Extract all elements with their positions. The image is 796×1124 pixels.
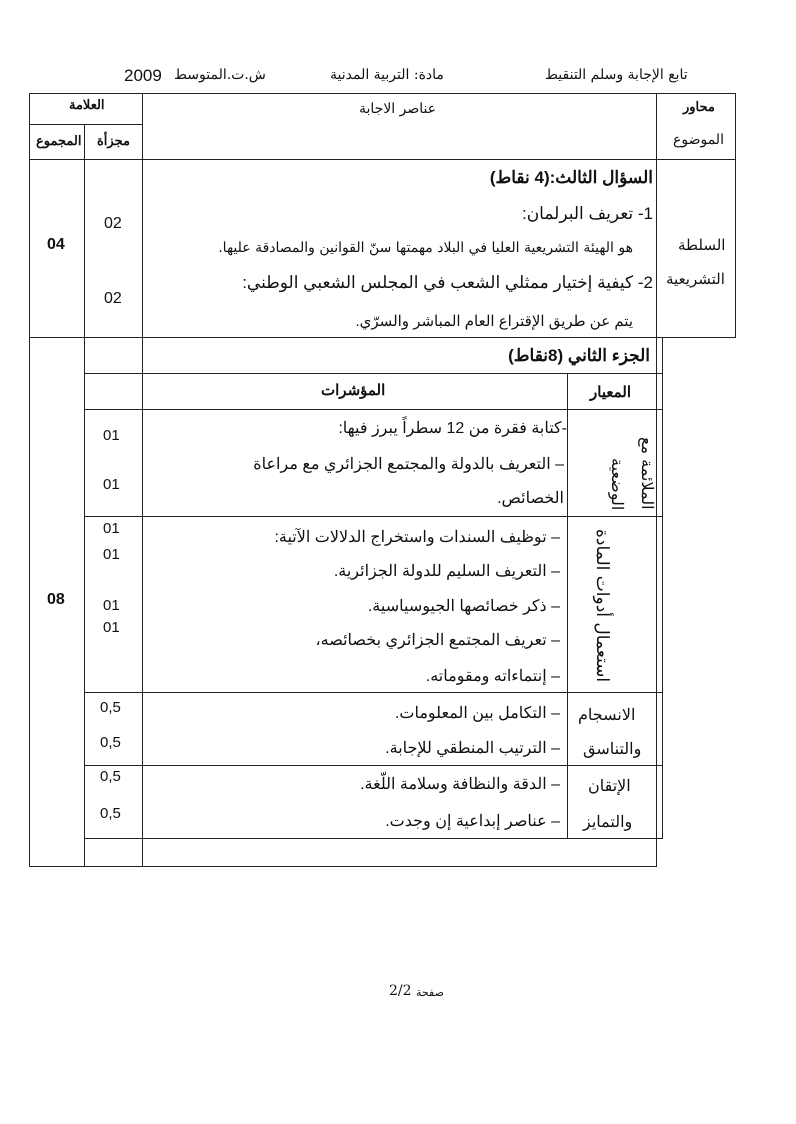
q2-score: 02: [104, 290, 122, 307]
total-header: المجموع: [36, 134, 82, 149]
header-level: ش.ت.المتوسط: [174, 67, 266, 83]
indicators-header: المؤشرات: [321, 382, 386, 399]
crit-right-border: [662, 337, 663, 838]
col-partial-divider: [142, 93, 143, 866]
criterion3-label-line1: الانسجام: [578, 705, 636, 724]
c2-line3: – ذكر خصائصها الجيوسياسية.: [367, 598, 560, 615]
c1-score2: 01: [103, 476, 120, 493]
header-title: تابع الإجابة وسلم التنقيط: [545, 67, 688, 83]
crit4-bottom: [84, 838, 663, 839]
axes-header-line1: محاور: [683, 100, 715, 115]
c2-score1: 01: [103, 520, 120, 537]
crit-col-divider: [567, 373, 568, 838]
criterion4-label-line1: الإتقان: [588, 776, 631, 795]
c1-line1: -كتابة فقرة من 12 سطراً يبرز فيها:: [338, 420, 567, 437]
table-border-right: [735, 93, 736, 338]
header-year: 2009: [124, 66, 162, 85]
c2-line5: – إنتماءاته ومقوماته.: [425, 668, 560, 685]
criterion4-label-line2: والتمايز: [583, 812, 633, 831]
c4-line1: – الدقة والنظافة وسلامة اللّغة.: [360, 776, 560, 793]
col-total-divider: [84, 124, 85, 866]
crit-head-bottom: [84, 409, 663, 410]
c2-line4: – تعريف المجتمع الجزائري بخصائصه،: [315, 632, 560, 649]
crit1-bottom: [84, 516, 663, 517]
c2-line2: – التعريف السليم للدولة الجزائرية.: [333, 563, 560, 580]
c3-score1: 0,5: [100, 699, 121, 716]
partial-header: مجزأة: [97, 134, 130, 149]
page-label: صفحة: [416, 986, 444, 999]
header-subject: مادة: التربية المدنية: [330, 67, 444, 83]
section2-total: 08: [47, 591, 65, 608]
c2-score2: 01: [103, 546, 120, 563]
table-border-bottom: [29, 866, 657, 867]
section1-question: السؤال الثالث:(4 نقاط): [489, 168, 653, 187]
criterion3-label-line2: والتناسق: [583, 739, 642, 758]
crit-head-top: [84, 373, 663, 374]
section1-axis-line2: التشريعية: [666, 270, 725, 288]
mark-header: العلامة: [69, 98, 105, 113]
page-number: 2/2: [389, 983, 412, 999]
c2-score4: 01: [103, 619, 120, 636]
criterion1-label: الملائمة مع الوضعية: [608, 437, 657, 510]
section1-total: 04: [47, 236, 65, 253]
section-divider: [29, 337, 736, 338]
c1-line3: الخصائص.: [497, 490, 564, 507]
q1-title: 1- تعريف البرلمان:: [521, 204, 653, 223]
c2-score3: 01: [103, 597, 120, 614]
c1-line2: – التعريف بالدولة والمجتمع الجزائري مع مراعاة: [253, 456, 564, 473]
crit2-bottom: [84, 692, 663, 693]
c1-score1: 01: [103, 427, 120, 444]
c4-line2: – عناصر إبداعية إن وجدت.: [385, 813, 560, 830]
axes-header-line2: الموضوع: [673, 132, 724, 148]
table-border-top: [29, 93, 736, 94]
section1-axis-line1: السلطة: [678, 236, 726, 254]
criterion-header: المعيار: [590, 384, 631, 401]
c3-score2: 0,5: [100, 734, 121, 751]
crit3-bottom: [84, 765, 663, 766]
elements-header: عناصر الاجابة: [359, 101, 437, 117]
c2-line1: – توظيف السندات واستخراج الدلالات الآتية:: [274, 529, 560, 546]
q1-answer: هو الهيئة التشريعية العليا في البلاد مهمتها سنّ القوانين والمصادقة عليها.: [218, 240, 633, 256]
q1-score: 02: [104, 215, 122, 232]
criterion2-label: استعمال أدوات المادة: [592, 528, 612, 682]
c4-score1: 0,5: [100, 768, 121, 785]
head-mark-divider: [29, 124, 142, 125]
c3-line1: – التكامل بين المعلومات.: [394, 705, 560, 722]
head-bottom: [29, 159, 736, 160]
table-border-left: [29, 93, 30, 866]
c4-score2: 0,5: [100, 805, 121, 822]
q2-answer: يتم عن طريق الإقتراع العام المباشر والسرّي.: [355, 313, 633, 330]
section2-title: الجزء الثاني (8نقاط): [508, 346, 650, 365]
c3-line2: – الترتيب المنطقي للإجابة.: [385, 740, 560, 757]
q2-title: 2- كيفية إختيار ممثلي الشعب في المجلس الشعبي الوطني:: [242, 273, 653, 292]
